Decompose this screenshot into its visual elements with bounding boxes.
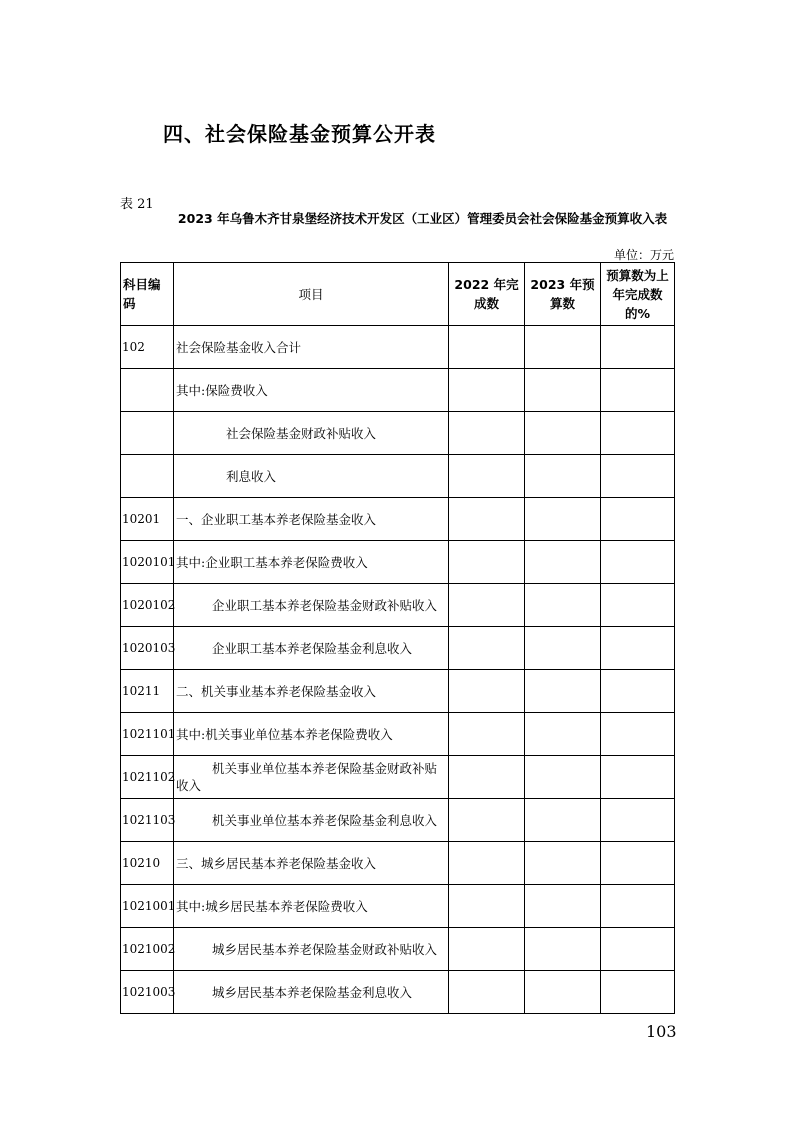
subject-code-cell: 1021101: [121, 713, 174, 756]
table-number: 表 21: [120, 197, 154, 212]
budget-cell: [525, 584, 601, 627]
ratio-cell: [601, 885, 675, 928]
column-header-item: 项目: [174, 263, 449, 326]
prev-actual-cell: [449, 928, 525, 971]
prev-actual-cell: [449, 369, 525, 412]
item-name-cell: 企业职工基本养老保险基金财政补贴收入: [174, 584, 449, 627]
budget-cell: [525, 369, 601, 412]
ratio-cell: [601, 412, 675, 455]
item-name-cell: 一、企业职工基本养老保险基金收入: [174, 498, 449, 541]
item-name-cell: 机关事业单位基本养老保险基金财政补贴收入: [174, 756, 449, 799]
budget-cell: [525, 928, 601, 971]
ratio-cell: [601, 627, 675, 670]
ratio-cell: [601, 756, 675, 799]
item-name-cell: 城乡居民基本养老保险基金财政补贴收入: [174, 928, 449, 971]
ratio-cell: [601, 455, 675, 498]
ratio-cell: [601, 971, 675, 1014]
table-row: [121, 971, 675, 1014]
ratio-cell: [601, 799, 675, 842]
page-number: 103: [646, 1022, 677, 1041]
table-row: [121, 756, 675, 799]
item-name-cell: 其中:城乡居民基本养老保险费收入: [174, 885, 449, 928]
item-name-cell: 社会保险基金财政补贴收入: [174, 412, 449, 455]
table-row: [121, 627, 675, 670]
ratio-cell: [601, 713, 675, 756]
ratio-cell: [601, 369, 675, 412]
subject-code-cell: 1020101: [121, 541, 174, 584]
budget-cell: [525, 541, 601, 584]
item-name-cell: 社会保险基金收入合计: [174, 326, 449, 369]
item-name-cell: 城乡居民基本养老保险基金利息收入: [174, 971, 449, 1014]
budget-cell: [525, 842, 601, 885]
table-row: [121, 498, 675, 541]
subject-code-cell: 1020103: [121, 627, 174, 670]
ratio-cell: [601, 670, 675, 713]
column-header-2023-budget: 2023 年预算数: [525, 263, 601, 326]
subject-code-cell: 1020102: [121, 584, 174, 627]
prev-actual-cell: [449, 885, 525, 928]
table-title: 2023 年乌鲁木齐甘泉堡经济技术开发区（工业区）管理委员会社会保险基金预算收入表: [177, 211, 668, 226]
prev-actual-cell: [449, 670, 525, 713]
prev-actual-cell: [449, 842, 525, 885]
item-name-cell: 二、机关事业基本养老保险基金收入: [174, 670, 449, 713]
ratio-cell: [601, 928, 675, 971]
table-row: [121, 842, 675, 885]
column-header-2022-actual: 2022 年完成数: [449, 263, 525, 326]
table-row: [121, 326, 675, 369]
subject-code-cell: 102: [121, 326, 174, 369]
ratio-cell: [601, 584, 675, 627]
table-body: [121, 326, 675, 1014]
table-header-row: [121, 263, 675, 326]
budget-cell: [525, 412, 601, 455]
prev-actual-cell: [449, 627, 525, 670]
subject-code-cell: 1021002: [121, 928, 174, 971]
subject-code-cell: [121, 412, 174, 455]
ratio-cell: [601, 541, 675, 584]
prev-actual-cell: [449, 498, 525, 541]
budget-cell: [525, 326, 601, 369]
prev-actual-cell: [449, 326, 525, 369]
item-name-cell: 其中:企业职工基本养老保险费收入: [174, 541, 449, 584]
table-row: [121, 455, 675, 498]
item-name-cell: 其中:机关事业单位基本养老保险费收入: [174, 713, 449, 756]
budget-cell: [525, 498, 601, 541]
column-header-code: 科目编码: [121, 263, 174, 326]
prev-actual-cell: [449, 455, 525, 498]
item-name-cell: 三、城乡居民基本养老保险基金收入: [174, 842, 449, 885]
budget-cell: [525, 713, 601, 756]
budget-cell: [525, 799, 601, 842]
item-name-cell: 企业职工基本养老保险基金利息收入: [174, 627, 449, 670]
table-row: [121, 412, 675, 455]
prev-actual-cell: [449, 713, 525, 756]
table-row: [121, 928, 675, 971]
budget-cell: [525, 756, 601, 799]
budget-table: [120, 262, 675, 1014]
table-row: [121, 369, 675, 412]
subject-code-cell: 10201: [121, 498, 174, 541]
prev-actual-cell: [449, 799, 525, 842]
prev-actual-cell: [449, 756, 525, 799]
subject-code-cell: 10210: [121, 842, 174, 885]
budget-cell: [525, 627, 601, 670]
column-header-ratio: 预算数为上年完成数的%: [601, 263, 675, 326]
ratio-cell: [601, 326, 675, 369]
table-row: [121, 541, 675, 584]
budget-cell: [525, 885, 601, 928]
item-name-cell: 利息收入: [174, 455, 449, 498]
ratio-cell: [601, 842, 675, 885]
subject-code-cell: [121, 455, 174, 498]
prev-actual-cell: [449, 971, 525, 1014]
table-row: [121, 885, 675, 928]
subject-code-cell: 1021103: [121, 799, 174, 842]
table-row: [121, 713, 675, 756]
subject-code-cell: [121, 369, 174, 412]
table-row: [121, 799, 675, 842]
table-row: [121, 670, 675, 713]
budget-cell: [525, 971, 601, 1014]
table-row: [121, 584, 675, 627]
section-heading: 四、社会保险基金预算公开表: [163, 122, 436, 146]
budget-cell: [525, 455, 601, 498]
subject-code-cell: 1021003: [121, 971, 174, 1014]
budget-cell: [525, 670, 601, 713]
ratio-cell: [601, 498, 675, 541]
item-name-cell: 机关事业单位基本养老保险基金利息收入: [174, 799, 449, 842]
prev-actual-cell: [449, 541, 525, 584]
subject-code-cell: 1021102: [121, 756, 174, 799]
item-name-cell: 其中:保险费收入: [174, 369, 449, 412]
unit-label: 单位：万元: [613, 248, 674, 262]
subject-code-cell: 1021001: [121, 885, 174, 928]
prev-actual-cell: [449, 412, 525, 455]
prev-actual-cell: [449, 584, 525, 627]
subject-code-cell: 10211: [121, 670, 174, 713]
